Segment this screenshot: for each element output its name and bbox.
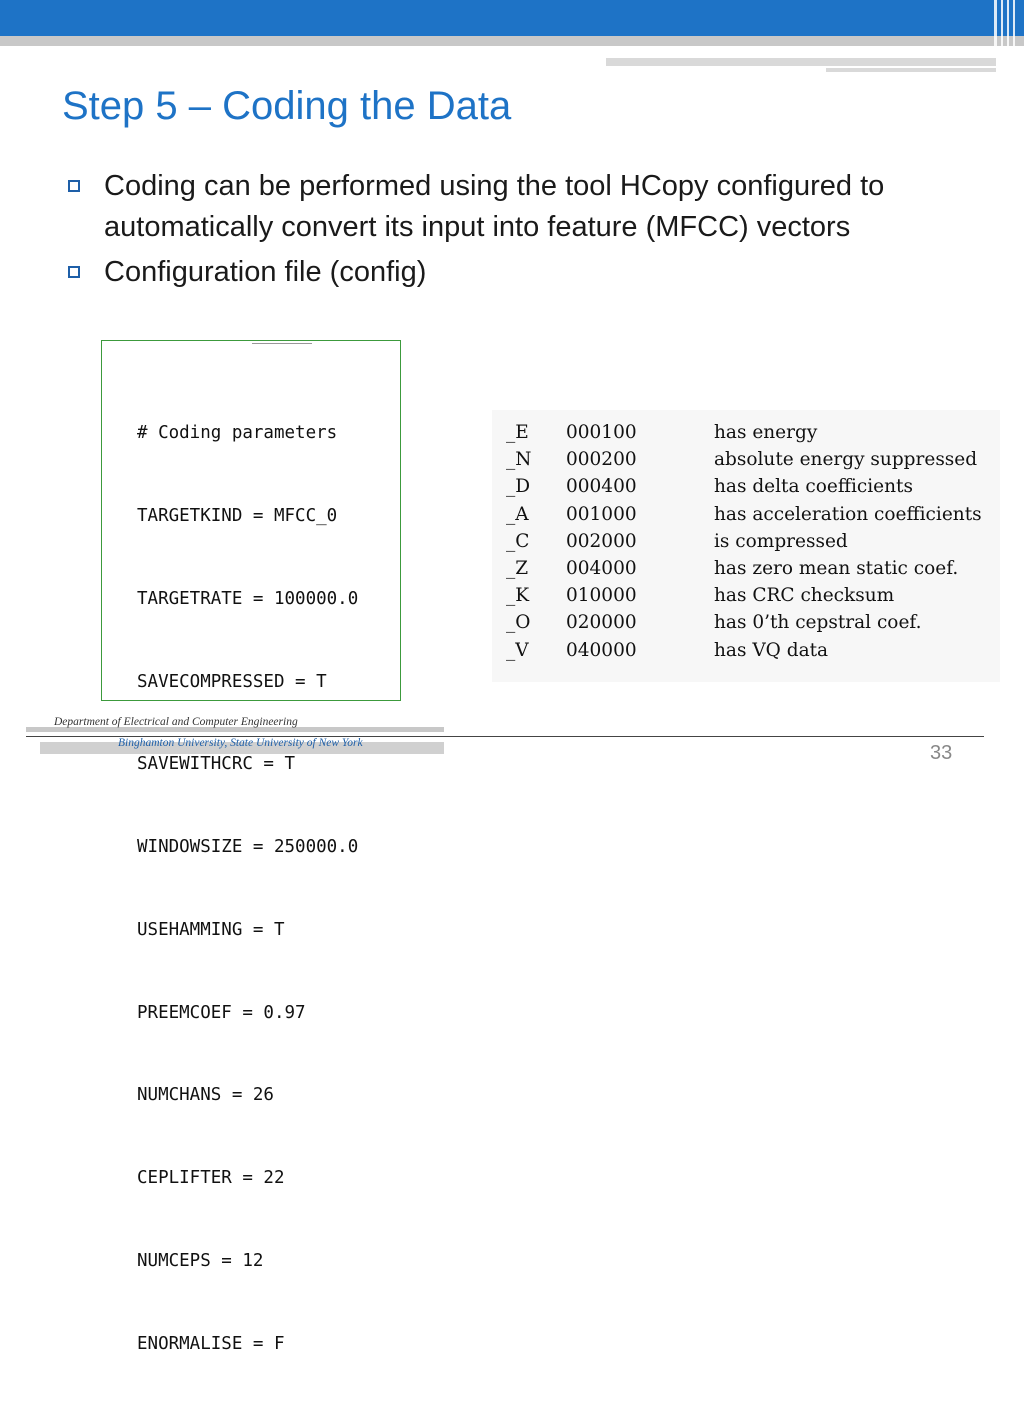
checkbox-bullet-icon	[68, 180, 80, 192]
qualifier-value: 040000	[566, 639, 637, 661]
table-row	[492, 449, 1000, 476]
config-line: TARGETRATE = 100000.0	[137, 588, 359, 609]
table-row	[492, 558, 1000, 585]
config-listing	[137, 365, 358, 1414]
clipped-line	[252, 329, 312, 344]
page-number: 33	[930, 742, 953, 764]
qualifier-code: _O	[506, 612, 531, 634]
config-line: SAVECOMPRESSED = T	[137, 671, 327, 692]
header-shadow	[0, 36, 1024, 46]
qualifier-desc: has CRC checksum	[714, 585, 895, 607]
qualifier-code: _Z	[506, 558, 529, 579]
qualifier-value: 004000	[566, 558, 637, 579]
qualifier-desc: absolute energy suppressed	[714, 449, 978, 471]
qualifier-desc: has VQ data	[714, 639, 829, 661]
qualifier-desc: has delta coefficients	[714, 476, 913, 498]
header-stripe	[1007, 0, 1009, 46]
qualifier-code: _A	[506, 503, 529, 525]
bullet-text: Configuration file (config)	[104, 256, 427, 288]
table-row	[492, 612, 1000, 639]
qualifier-value: 000100	[566, 422, 637, 443]
table-row	[492, 531, 1000, 558]
qualifier-value: 000400	[566, 476, 637, 498]
qualifier-value: 010000	[566, 585, 637, 607]
qualifier-value: 000200	[566, 449, 637, 471]
bullet-item	[62, 166, 962, 248]
config-line: NUMCHANS = 26	[137, 1085, 274, 1106]
qualifier-desc: has 0’th cepstral coef.	[714, 612, 922, 634]
qualifier-desc: has energy	[714, 422, 818, 443]
qualifier-code: _K	[506, 585, 530, 607]
config-line: USEHAMMING = T	[137, 919, 285, 940]
checkbox-bullet-icon	[68, 266, 80, 278]
bullet-text: Coding can be performed using the tool HCopy configured to automatically convert its input into feature (MFCC) vectors	[104, 170, 885, 243]
config-line: NUMCEPS = 12	[137, 1251, 264, 1271]
qualifier-code: _V	[506, 639, 529, 661]
config-line: PREEMCOEF = 0.97	[137, 1002, 306, 1023]
qualifier-value: 020000	[566, 612, 637, 634]
config-line: TARGETKIND = MFCC_0	[137, 505, 338, 526]
qualifier-value: 001000	[566, 503, 637, 525]
config-line: # Coding parameters	[137, 423, 338, 444]
qualifier-code: _N	[506, 449, 532, 471]
qualifier-code: _E	[506, 422, 529, 443]
header-stripe	[994, 0, 997, 46]
table-row	[492, 585, 1000, 612]
config-line: WINDOWSIZE = 250000.0	[137, 837, 359, 858]
qualifier-desc: is compressed	[714, 530, 848, 552]
header-stripe	[1001, 0, 1003, 46]
table-row	[492, 640, 1000, 667]
table-row	[492, 504, 1000, 531]
bullet-item	[62, 252, 962, 293]
config-line: SAVEWITHCRC = T	[137, 754, 296, 775]
qualifier-value: 002000	[566, 530, 637, 552]
header-stripe	[606, 58, 996, 66]
qualifier-desc: has zero mean static coef.	[714, 558, 959, 579]
qualifier-code: _D	[506, 476, 531, 498]
header-stripe	[826, 68, 996, 72]
footer-university: Binghamton University, State University of New York	[118, 737, 363, 749]
bullet-list	[62, 166, 962, 297]
qualifier-table	[492, 410, 1000, 682]
table-row	[492, 422, 1000, 449]
table-row	[492, 476, 1000, 503]
qualifier-desc: has acceleration coefficients	[714, 503, 982, 525]
slide-title: Step 5 – Coding the Data	[62, 84, 512, 128]
header-stripe	[1013, 0, 1015, 46]
footer-department: Department of Electrical and Computer Engineering	[54, 716, 298, 728]
qualifier-code: _C	[506, 530, 530, 552]
config-line: CEPLIFTER = 22	[137, 1168, 285, 1189]
config-line: ENORMALISE = F	[137, 1333, 285, 1354]
header-bar	[0, 0, 1024, 36]
